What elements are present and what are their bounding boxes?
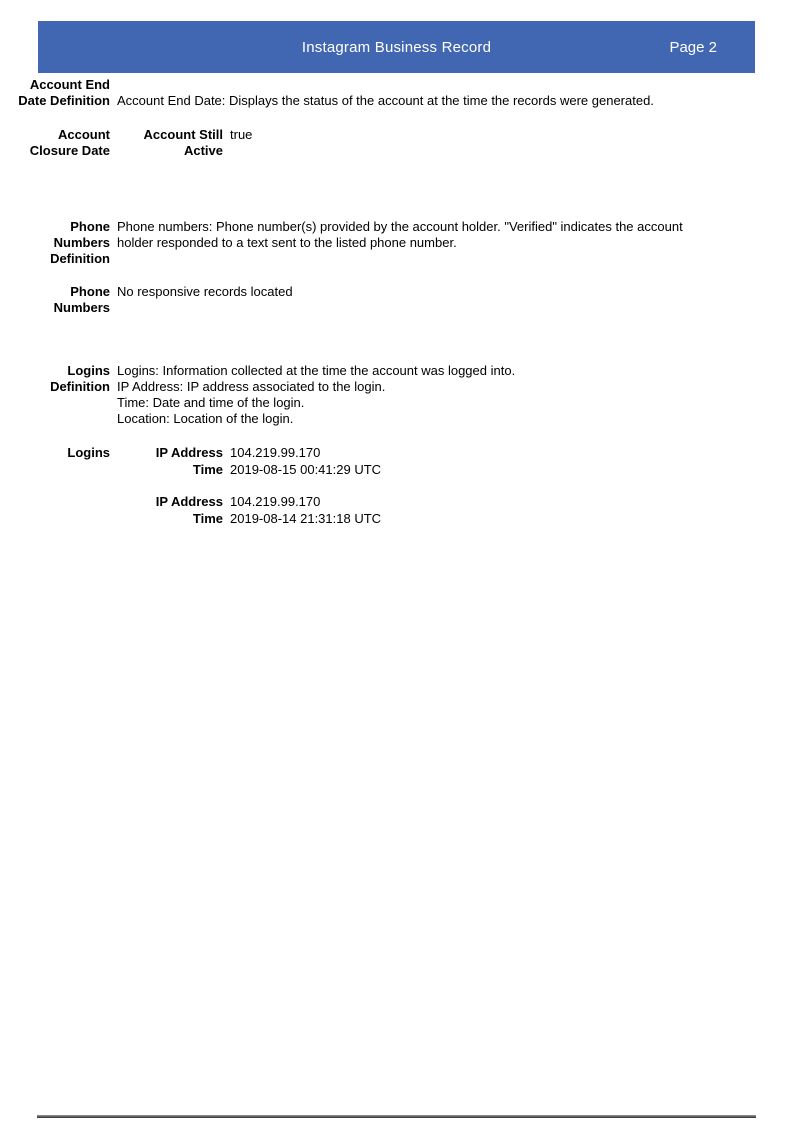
text-logins-definition: Logins: Information collected at the time the account was logged into. IP Address: IP address associated to the login. Time: Date and time of the login. Location: Location of the login. [117, 363, 516, 426]
field-name-ip-address: IP Address [155, 494, 223, 509]
field-name-account-still-active: Account Still Active [143, 127, 223, 158]
footer-divider-line [37, 1115, 756, 1118]
header-title: Instagram Business Record [301, 38, 492, 56]
field-value-ip-address: 104.219.99.170 [230, 445, 321, 460]
text-account-end-date-definition: Account End Date: Displays the status of the account at the time the records were generated. [117, 93, 654, 108]
label-phone-numbers-definition: Phone Numbers Definition [50, 219, 110, 266]
login-entry [117, 444, 381, 478]
field-value-time: 2019-08-14 21:31:18 UTC [230, 511, 382, 526]
field-value-time: 2019-08-15 00:41:29 UTC [230, 462, 382, 477]
login-field-row [117, 493, 381, 510]
label-logins: Logins [67, 445, 110, 460]
login-field-row [117, 510, 381, 527]
field-name-time: Time [192, 511, 223, 526]
header-bar [38, 21, 755, 73]
login-field-row [117, 461, 381, 478]
label-phone-numbers: Phone Numbers [53, 284, 110, 315]
field-name-ip-address: IP Address [155, 445, 223, 460]
label-account-closure-date: Account Closure Date [29, 127, 110, 158]
label-logins-definition: Logins Definition [50, 363, 110, 394]
field-value-ip-address: 104.219.99.170 [230, 494, 321, 509]
field-name-time: Time [192, 462, 223, 477]
text-phone-numbers-definition: Phone numbers: Phone number(s) provided by the account holder. "Verified" indicates the account holder responded to a text sent to the listed phone number. [117, 219, 683, 250]
login-entry [117, 493, 381, 527]
label-account-end-date-definition: Account End Date Definition [18, 77, 110, 108]
page-number: Page 2 [669, 38, 717, 56]
login-field-row [117, 444, 381, 461]
field-value-account-still-active: true [230, 127, 253, 142]
text-phone-numbers: No responsive records located [117, 284, 293, 299]
